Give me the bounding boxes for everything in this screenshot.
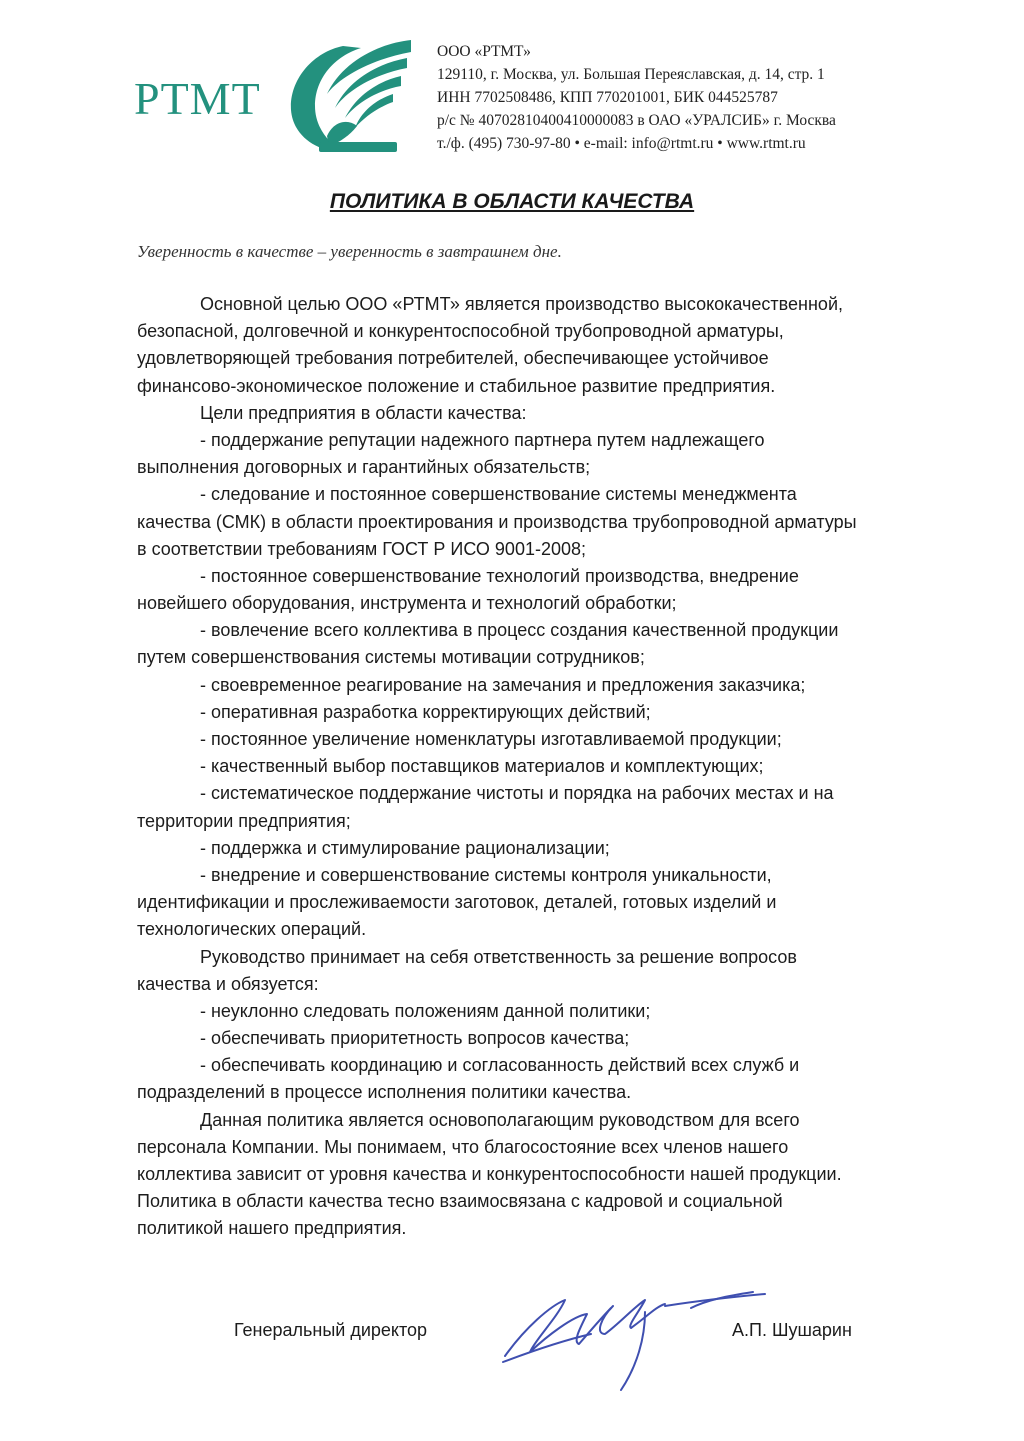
document-title: ПОЛИТИКА В ОБЛАСТИ КАЧЕСТВА <box>329 190 695 213</box>
body-line: Руководство принимает на себя ответственность за решение вопросов <box>200 946 797 967</box>
body-line: Цели предприятия в области качества: <box>200 402 527 423</box>
body-line: - вовлечение всего коллектива в процесс создания качественной продукции <box>200 620 839 641</box>
body-line: выполнения договорных и гарантийных обязательств; <box>137 457 591 478</box>
company-address: 129110, г. Москва, ул. Большая Переяславская, д. 14, стр. 1 <box>437 66 825 83</box>
body-line: коллектива зависит от уровня качества и конкурентоспособности нашей продукции. <box>137 1164 842 1184</box>
company-logo-text: PTMT <box>134 73 261 124</box>
body-line: - систематическое поддержание чистоты и порядка на рабочих местах и на <box>200 783 834 804</box>
body-line: Политика в области качества тесно взаимосвязана с кадровой и социальной <box>137 1191 783 1212</box>
company-tax-ids: ИНН 7702508486, КПП 770201001, БИК 044525787 <box>437 89 778 106</box>
company-bank-account: р/с № 40702810400410000083 в ОАО «УРАЛСИБ» г. Москва <box>437 112 836 129</box>
body-line: Данная политика является основополагающим руководством для всего <box>200 1109 800 1130</box>
company-details <box>437 40 997 155</box>
body-line: безопасной, долговечной и конкурентоспособной трубопроводной арматуры, <box>137 321 784 342</box>
body-line: - постоянное совершенствование технологий производства, внедрение <box>200 565 799 586</box>
body-line: - своевременное реагирование на замечания и предложения заказчика; <box>200 674 806 695</box>
body-line: - внедрение и совершенствование системы контроля уникальности, <box>200 864 772 885</box>
body-line: удовлетворяющей требования потребителей, обеспечивающее устойчивое <box>137 348 769 369</box>
body-line: - поддержание репутации надежного партнера путем надлежащего <box>200 429 765 450</box>
body-line: технологических операций. <box>137 919 367 940</box>
company-logo-emblem-icon <box>283 38 413 156</box>
body-line: финансово-экономическое положение и стабильное развитие предприятия. <box>137 375 776 396</box>
body-line: - неуклонно следовать положениям данной политики; <box>200 1000 651 1021</box>
body-line: - обеспечивать приоритетность вопросов качества; <box>200 1028 630 1049</box>
body-line: Основной целью ООО «РТМТ» является производство высококачественной, <box>200 294 843 314</box>
motto: Уверенность в качестве – уверенность в завтрашнем дне. <box>137 242 562 261</box>
body-line: в соответствии требованиям ГОСТ Р ИСО 9001-2008; <box>137 538 587 559</box>
policy-body <box>137 291 967 1243</box>
signatory-role: Генеральный директор <box>234 1320 428 1340</box>
body-line: политикой нашего предприятия. <box>137 1218 407 1239</box>
body-line: подразделений в процессе исполнения политики качества. <box>137 1082 632 1103</box>
body-line: качества и обязуется: <box>137 973 319 994</box>
body-line: персонала Компании. Мы понимаем, что благосостояние всех членов нашего <box>137 1136 789 1157</box>
letterhead <box>0 0 1024 170</box>
body-line: - поддержка и стимулирование рационализации; <box>200 837 610 858</box>
body-line: - качественный выбор поставщиков материалов и комплектующих; <box>200 756 764 777</box>
body-line: идентификации и прослеживаемости заготовок, деталей, готовых изделий и <box>137 892 777 913</box>
body-line: - следование и постоянное совершенствование системы менеджмента <box>200 484 797 505</box>
body-line: путем совершенствования системы мотивации сотрудников; <box>137 647 645 668</box>
body-line: качества (СМК) в области проектирования и производства трубопроводной арматуры <box>137 511 857 532</box>
body-line: новейшего оборудования, инструмента и технологий обработки; <box>137 593 677 614</box>
body-line: - оперативная разработка корректирующих действий; <box>200 701 651 722</box>
body-line: - обеспечивать координацию и согласованность действий всех служб и <box>200 1055 800 1076</box>
body-line: территории предприятия; <box>137 810 351 831</box>
company-contacts: т./ф. (495) 730-97-80 • e-mail: info@rtmt.ru • www.rtmt.ru <box>437 135 806 152</box>
body-line: - постоянное увеличение номенклатуры изготавливаемой продукции; <box>200 729 782 749</box>
signatory-name: А.П. Шушарин <box>732 1320 852 1340</box>
company-name: ООО «РТМТ» <box>437 43 531 60</box>
